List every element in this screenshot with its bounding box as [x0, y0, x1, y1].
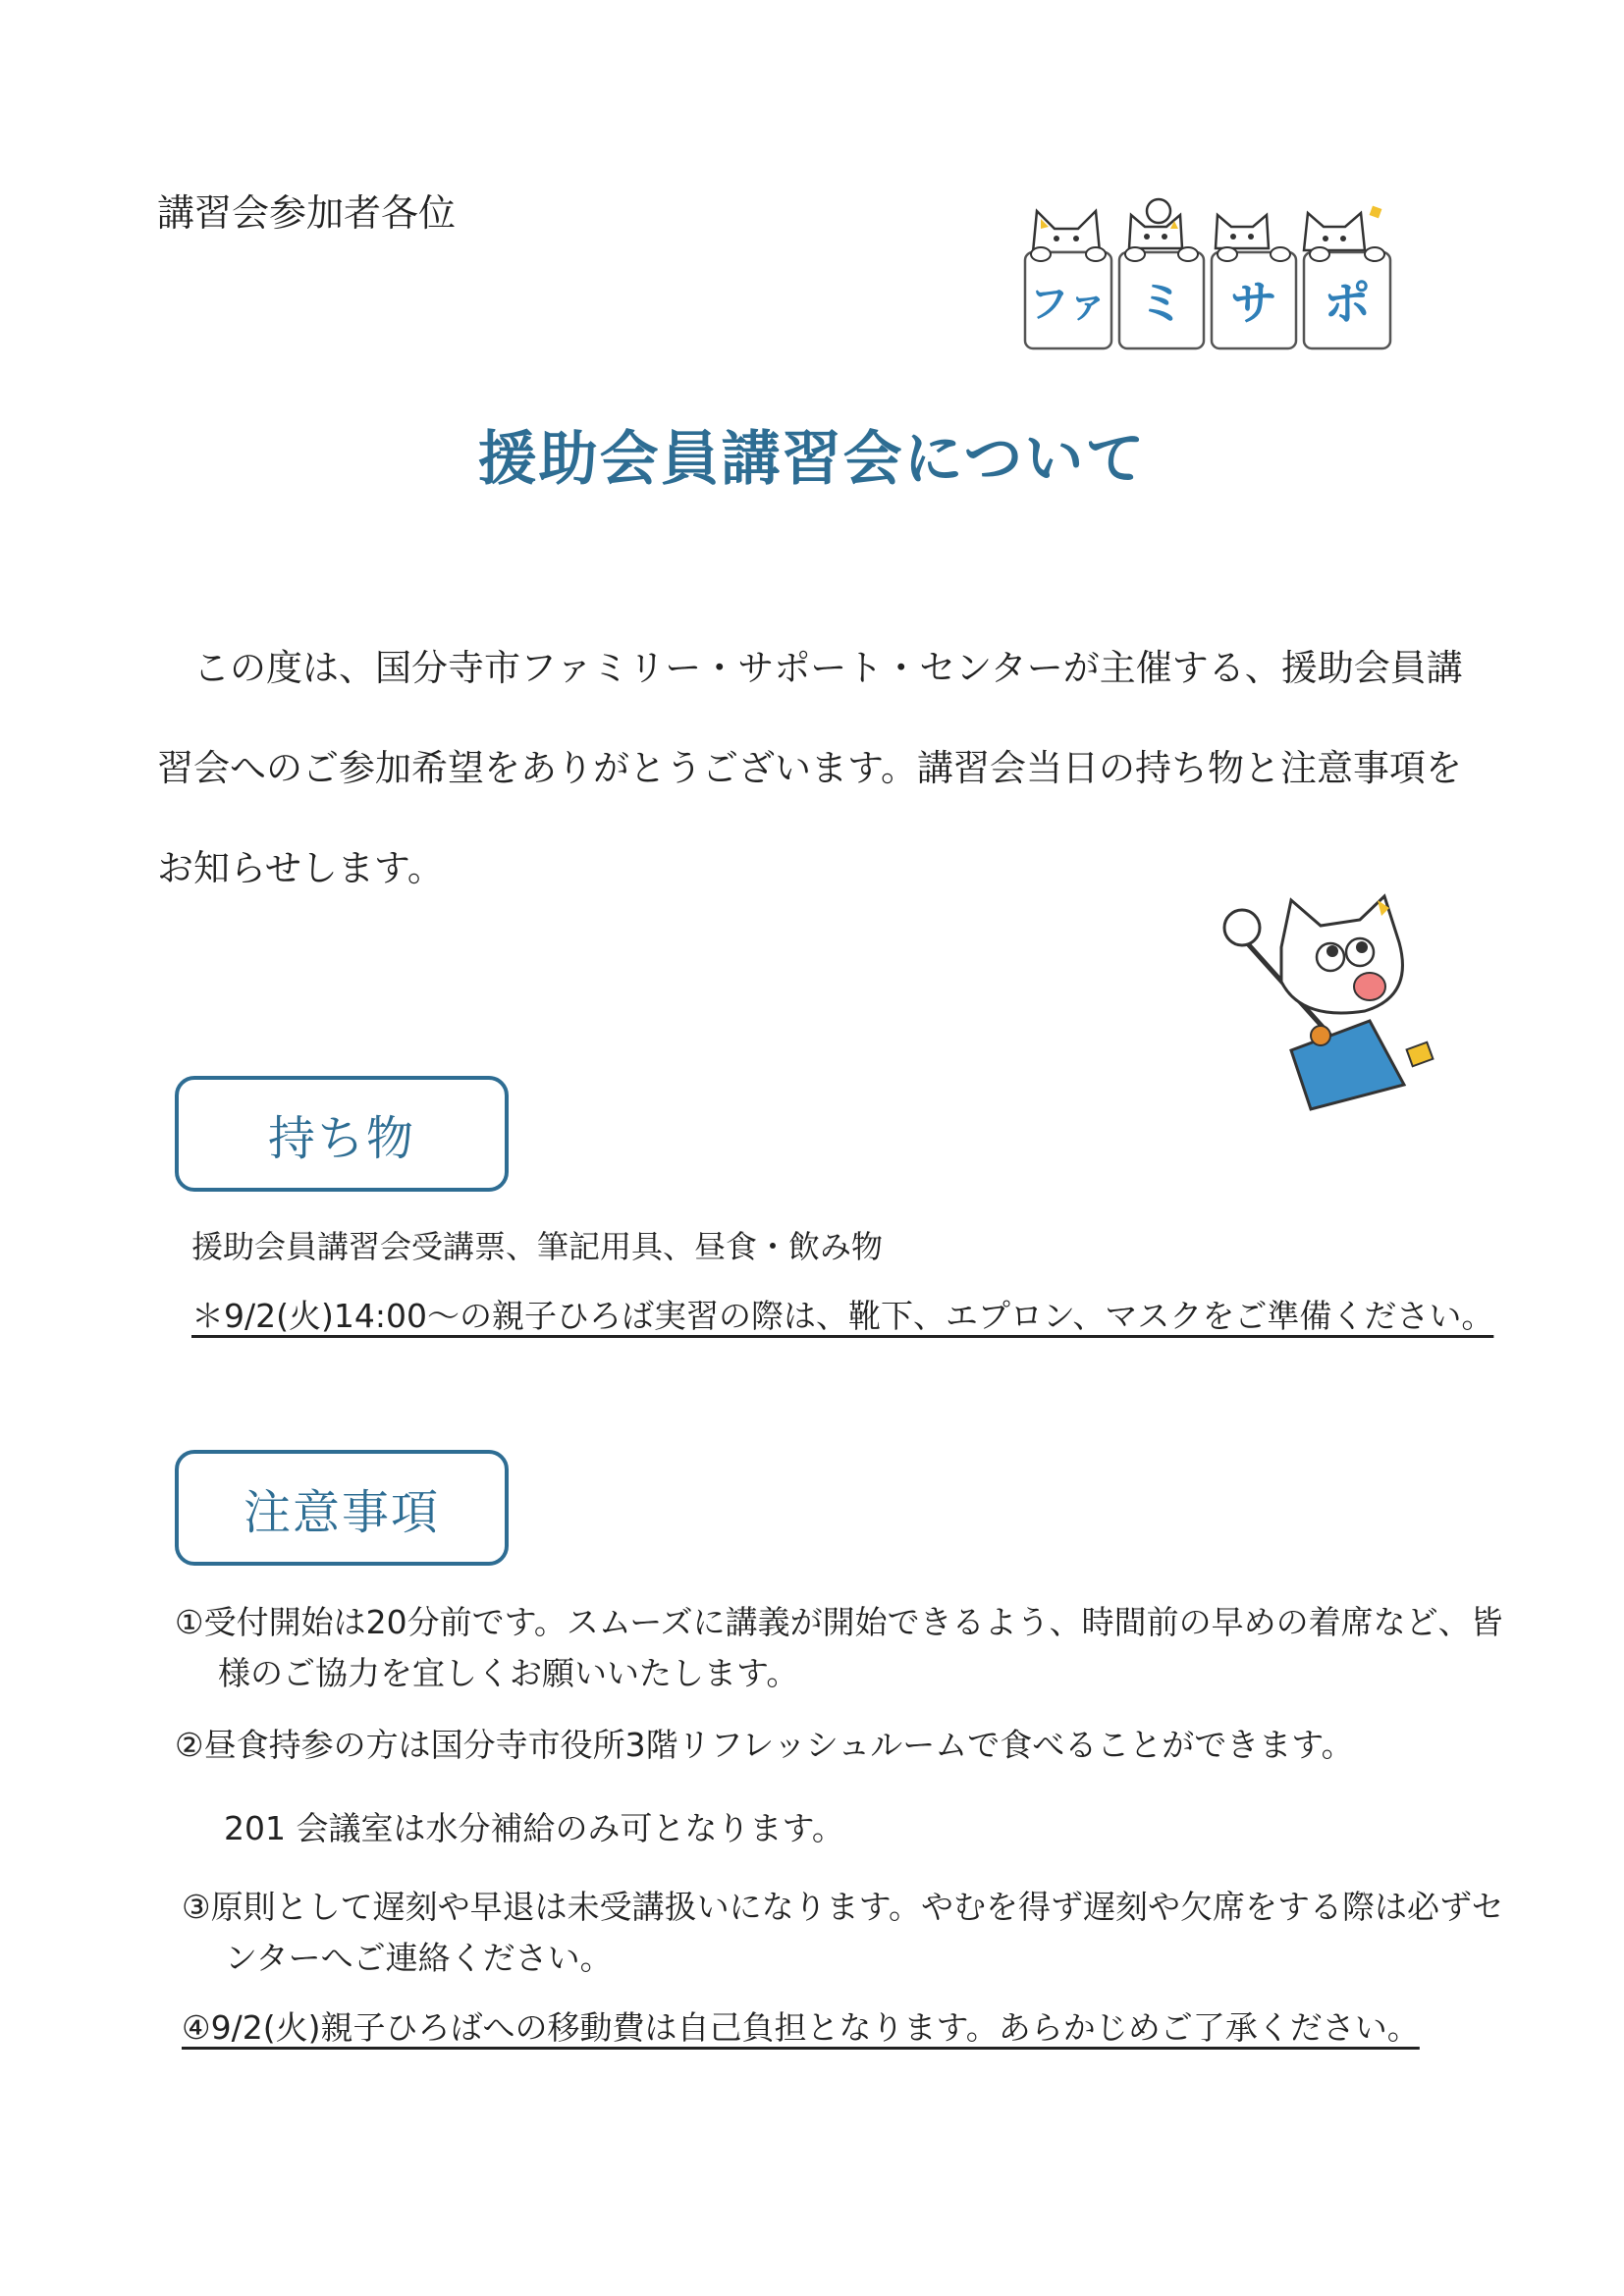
intro-text: この度は、国分寺市ファミリー・サポート・センターが主催する、援助会員講習会へのご参加希望をありがとうございます。講習会当日の持ち物と注意事項をお知らせします。	[157, 647, 1463, 889]
cautions-heading-box	[175, 1450, 509, 1566]
cautions-heading: 注意事項	[243, 1484, 440, 1540]
intro-paragraph	[157, 618, 1473, 919]
logo-char: ポ	[1323, 278, 1372, 330]
caution-item-2: ②昼食持参の方は国分寺市役所3階リフレッシュルームで食べることができます。	[175, 1726, 1354, 1764]
caution-item-3: ③原則として遅刻や早退は未受講扱いになります。やむを得ず遅刻や欠席をする際は必ずセンターへご連絡ください。	[182, 1888, 1504, 1977]
logo-char: ミ	[1137, 278, 1186, 330]
logo-char: ファ	[1029, 283, 1108, 326]
addressee: 講習会参加者各位	[157, 191, 457, 235]
cat-icon	[1033, 199, 1365, 252]
page-title: 援助会員講習会について	[477, 425, 1147, 494]
belongings-heading-box	[175, 1076, 509, 1192]
belongings-items: 援助会員講習会受講票、筆記用具、昼食・飲み物	[191, 1228, 884, 1265]
mascot-cat-icon	[1222, 888, 1463, 1129]
caution-item-4: ④9/2(火)親子ひろばへの移動費は自己負担となります。あらかじめご了承ください。	[182, 2008, 1420, 2047]
caution-item-1: ①受付開始は20分前です。スムーズに講義が開始できるよう、時間前の早めの着席など、皆様のご協力を宜しくお願いいたします。	[175, 1603, 1503, 1692]
famisapo-logo	[1021, 191, 1434, 353]
caution-item-2-sub: 201 会議室は水分補給のみ可となります。	[224, 1809, 844, 1847]
belongings-heading: 持ち物	[267, 1110, 415, 1166]
belongings-note: ＊9/2(火)14:00～の親子ひろば実習の際は、靴下、エプロン、マスクをご準備ください。	[191, 1297, 1494, 1335]
logo-char: サ	[1229, 278, 1278, 330]
